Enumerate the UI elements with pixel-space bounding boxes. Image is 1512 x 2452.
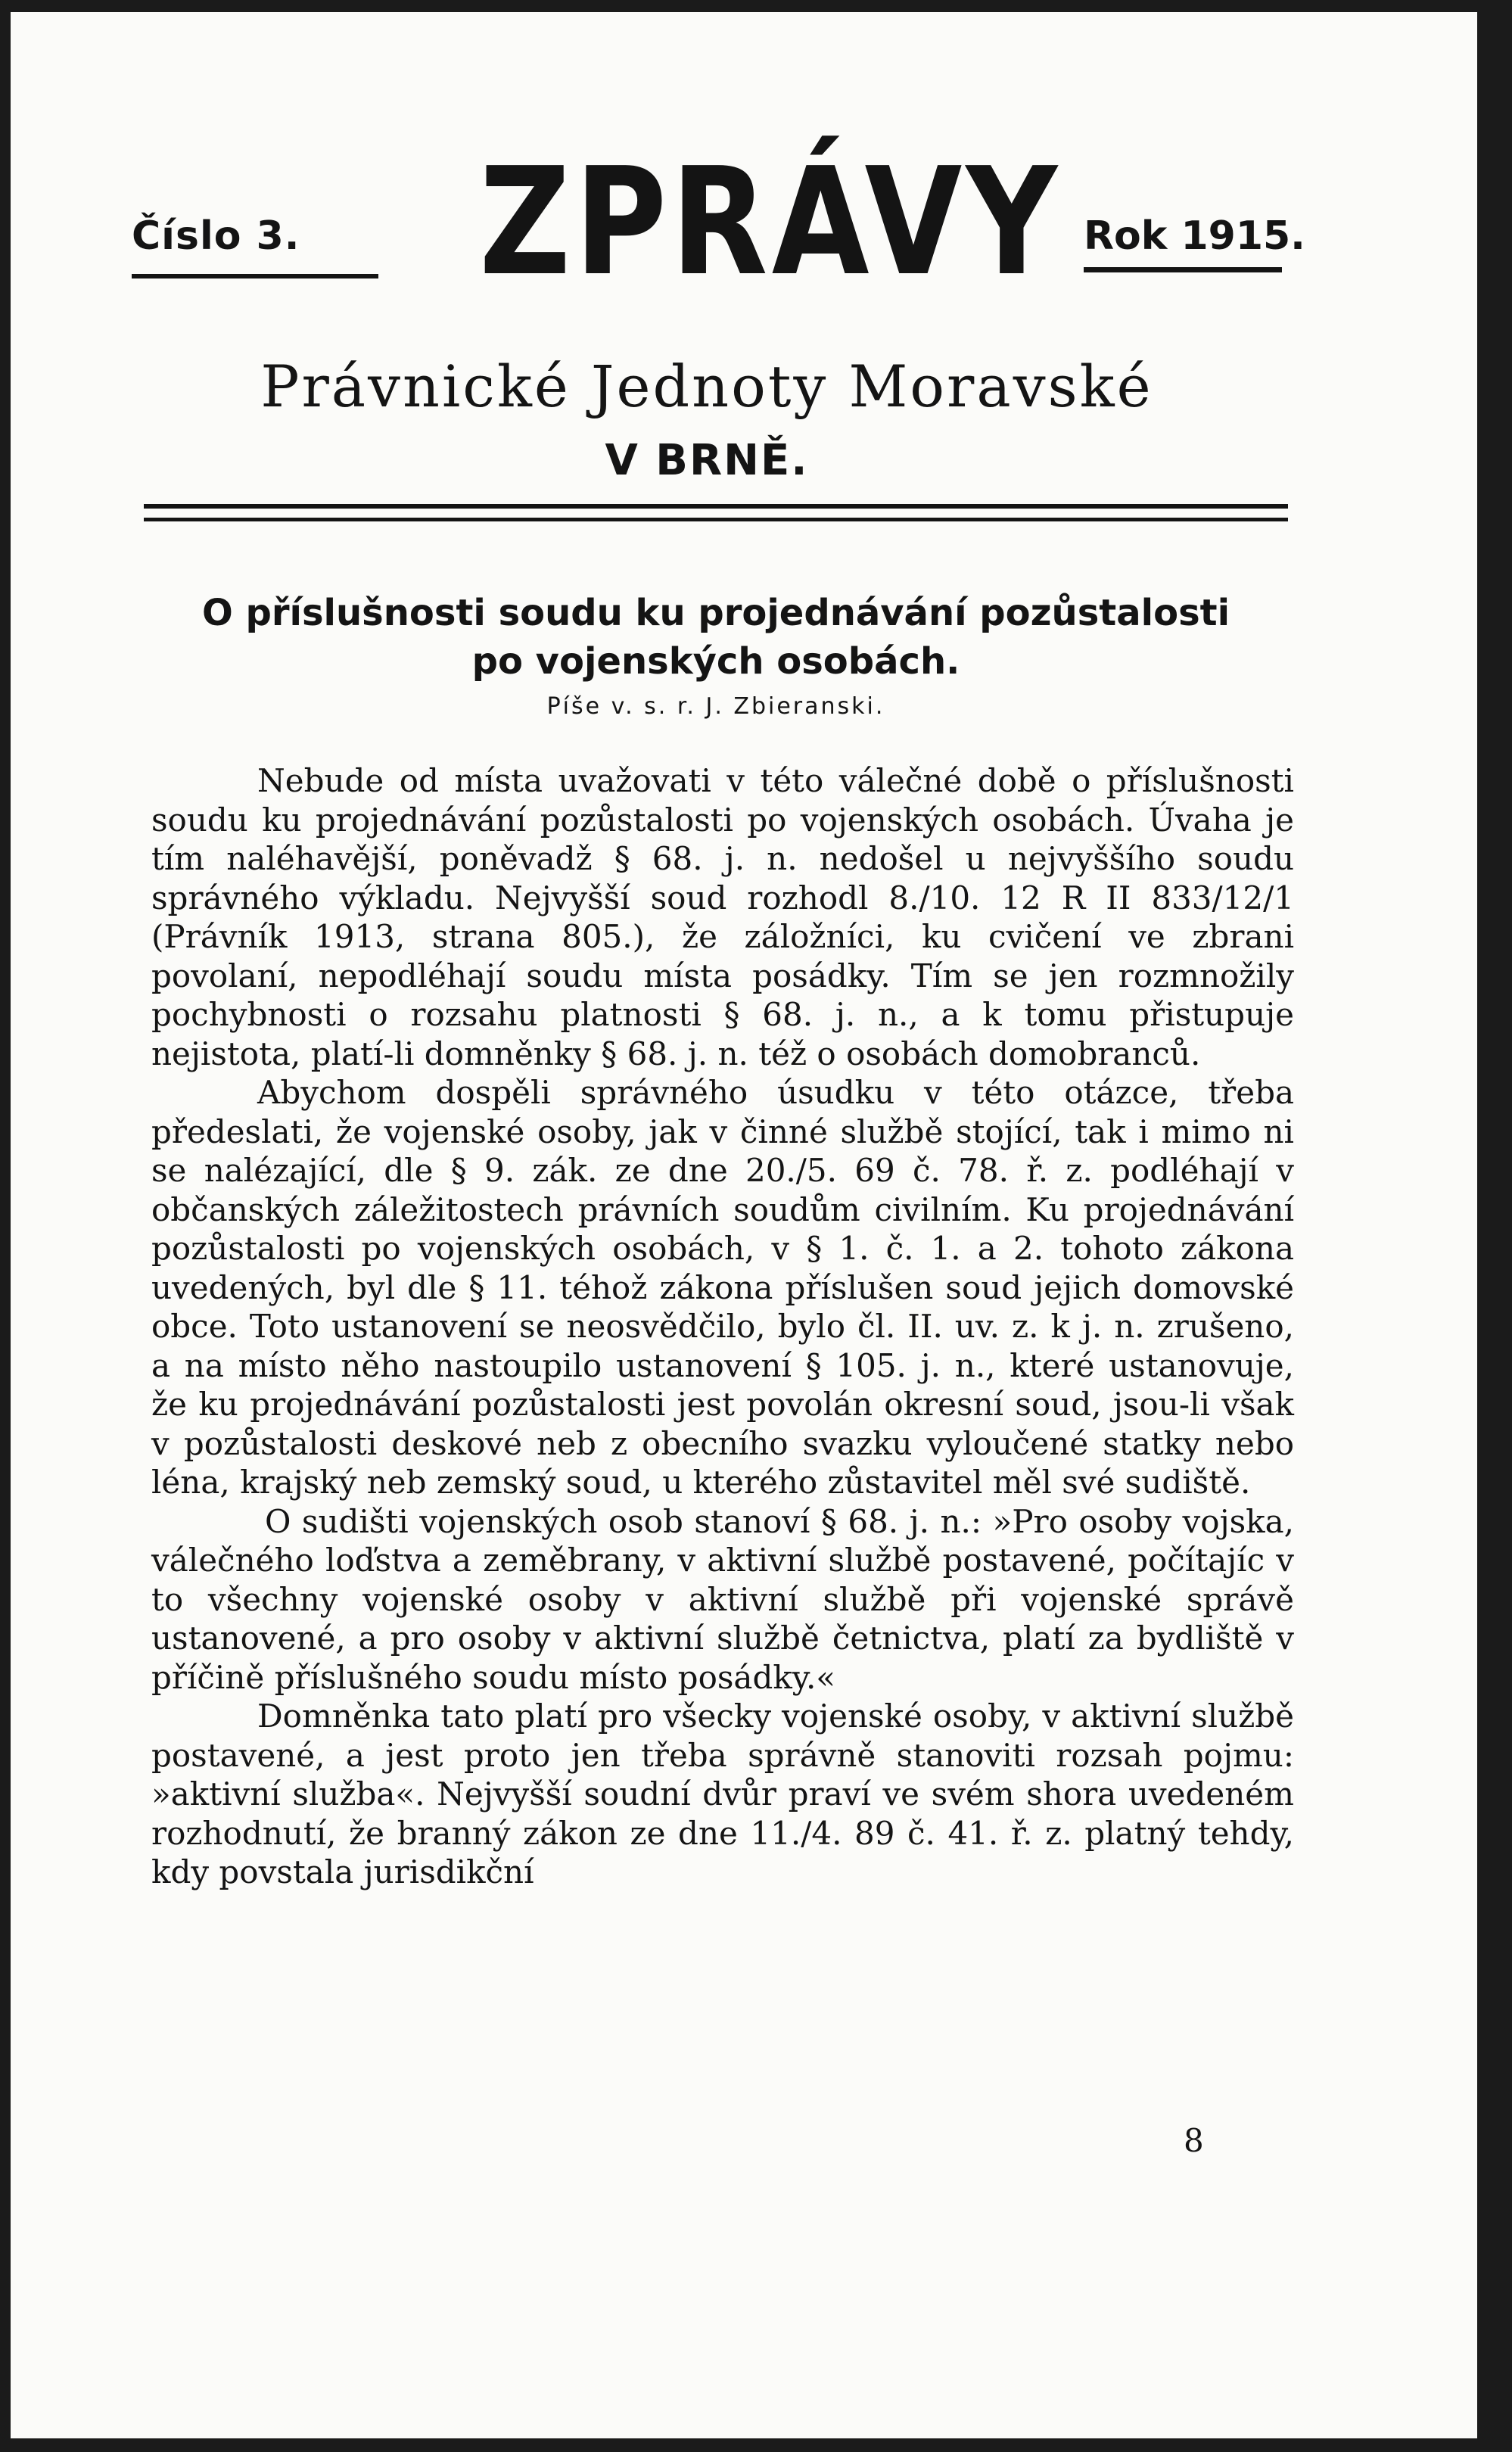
page-sheet — [11, 12, 1477, 2438]
year-underline — [1084, 267, 1282, 272]
article-body — [151, 761, 1294, 1892]
article-title-line-2: po vojenských osobách. — [471, 640, 960, 683]
issue-number: Číslo 3. — [132, 213, 300, 259]
article-title-line-1: O příslušnosti soudu ku projednávání pozůstalosti — [201, 592, 1230, 634]
paragraph-2: Abychom dospěli správného úsudku v této otázce, třeba předeslati, že vojenské osoby, jak v činné službě stojící, tak i mimo ni se nalézající, dle § 9. zák. ze dne 20./5. 69 č. 78. ř. z. podléhají v občanských záležitostech právních soudům civilním. Ku projednávání pozůstalosti po vojenských osobách, v § 1. č. 1. a 2. tohoto zákona uvedených, byl dle § 11. téhož zákona příslušen soud jejich domovské obce. Toto ustanovení se neosvědčilo, bylo čl. II. uv. z. k j. n. zrušeno, a na místo něho nastoupilo ustanovení § 105. j. n., které ustanovuje, že ku projednávání pozůstalosti jest povolán okresní soud, jsou-li však v pozůstalosti deskové neb z obecního svazku vyloučené statky nebo léna, krajský neb zemský soud, u kterého zůstavitel měl své sudiště. — [151, 1074, 1294, 1501]
article-byline: Píše v. s. r. J. Zbieranski. — [546, 693, 885, 720]
journal-city: V BRNĚ. — [605, 436, 809, 485]
journal-title: ZPRÁVY — [479, 136, 1062, 309]
journal-subtitle: Právnické Jednoty Moravské — [260, 353, 1153, 420]
header-rule-top — [144, 504, 1288, 509]
header-rule-bottom — [144, 518, 1288, 521]
publication-year: Rok 1915. — [1084, 213, 1305, 259]
issue-underline — [132, 274, 378, 278]
signature-mark: 8 — [1184, 2122, 1204, 2159]
paragraph-3: O sudišti vojenských osob stanoví § 68. j. n.: »Pro osoby vojska, válečného loďstva a zeměbrany, v aktivní službě postavené, počítajíc v to všechny vojenské osoby v aktivní službě při vojenské správě ustanovené, a pro osoby v aktivní službě četnictva, platí za bydliště v příčině příslušného soudu místo posádky.« — [151, 1502, 1294, 1696]
article-title — [144, 589, 1288, 686]
paragraph-4: Domněnka tato platí pro všecky vojenské osoby, v aktivní službě postavené, a jest proto jen třeba správně stanoviti rozsah pojmu: »aktivní služba«. Nejvyšší soudní dvůr praví ve svém shora uvedeném rozhodnutí, že branný zákon ze dne 11./4. 89 č. 41. ř. z. platný tehdy, kdy povstala jurisdikční — [151, 1697, 1294, 1890]
paragraph-1: Nebude od místa uvažovati v této válečné době o příslušnosti soudu ku projednávání pozůstalosti po vojenských osobách. Úvaha je tím naléhavější, poněvadž § 68. j. n. nedošel u nejvyššího soudu správného výkladu. Nejvyšší soud rozhodl 8./10. 12 R II 833/12/1 (Právník 1913, strana 805.), že záložníci, ku cvičení ve zbrani povolaní, nepodléhají soudu místa posádky. Tím se jen rozmnožily pochybnosti o rozsahu platnosti § 68. j. n., a k tomu přistupuje nejistota, platí-li domněnky § 68. j. n. též o osobách domobranců. — [151, 762, 1294, 1072]
masthead — [11, 12, 1477, 542]
